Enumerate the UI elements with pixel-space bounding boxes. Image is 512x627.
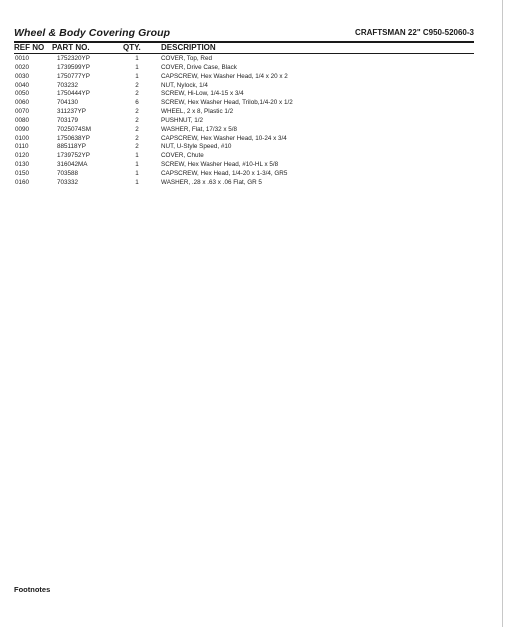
description-cell: WHEEL, 2 x 8, Plastic 1/2 — [161, 108, 234, 116]
ref-no-cell: 0080 — [15, 116, 30, 124]
part-no-cell: 7025074SM — [57, 125, 91, 133]
description-cell: COVER, Chute — [161, 152, 204, 160]
group-title: Wheel & Body Covering Group — [14, 27, 171, 39]
part-no-cell: 1750777YP — [57, 72, 90, 80]
column-header-description: DESCRIPTION — [161, 43, 216, 52]
column-header-rule — [14, 53, 474, 54]
footnotes-heading: Footnotes — [14, 585, 51, 594]
ref-no-cell: 0030 — [15, 72, 30, 80]
column-header-ref-no: REF NO — [14, 43, 45, 52]
qty-cell: 2 — [135, 116, 139, 124]
ref-no-cell: 0020 — [15, 63, 30, 71]
table-row — [0, 135, 502, 144]
part-no-cell: 704130 — [57, 99, 79, 107]
qty-cell: 2 — [135, 143, 139, 151]
parts-table — [0, 55, 502, 188]
description-cell: NUT, Nylock, 1/4 — [161, 81, 208, 89]
part-no-cell: 1750638YP — [57, 134, 90, 142]
description-cell: COVER, Drive Case, Black — [161, 63, 237, 71]
model-number: CRAFTSMAN 22" C950-52060-3 — [355, 28, 474, 37]
qty-cell: 1 — [135, 178, 139, 186]
table-row — [0, 126, 502, 135]
table-row — [0, 90, 502, 99]
part-no-cell: 703332 — [57, 178, 79, 186]
page-edge-divider — [502, 0, 503, 627]
qty-cell: 2 — [135, 125, 139, 133]
qty-cell: 1 — [135, 55, 139, 62]
table-row — [0, 117, 502, 126]
description-cell: CAPSCREW, Hex Washer Head, 10-24 x 3/4 — [161, 134, 287, 142]
description-cell: WASHER, .28 x .63 x .06 Flat, GR 5 — [161, 178, 262, 186]
ref-no-cell: 0150 — [15, 169, 30, 177]
ref-no-cell: 0010 — [15, 55, 30, 62]
qty-cell: 2 — [135, 81, 139, 89]
qty-cell: 2 — [135, 134, 139, 142]
table-row — [0, 99, 502, 108]
part-no-cell: 1752320YP — [57, 55, 90, 62]
ref-no-cell: 0050 — [15, 90, 30, 98]
column-header-qty: QTY. — [123, 43, 141, 52]
part-no-cell: 1739599YP — [57, 63, 90, 71]
qty-cell: 1 — [135, 161, 139, 169]
qty-cell: 1 — [135, 72, 139, 80]
description-cell: SCREW, Hex Washer Head, Trilob,1/4-20 x 1/2 — [161, 99, 293, 107]
table-row — [0, 152, 502, 161]
part-no-cell: 703179 — [57, 116, 79, 124]
ref-no-cell: 0130 — [15, 161, 30, 169]
table-row — [0, 64, 502, 73]
table-row — [0, 170, 502, 179]
qty-cell: 6 — [135, 99, 139, 107]
qty-cell: 2 — [135, 108, 139, 116]
part-no-cell: 1739752YP — [57, 152, 90, 160]
ref-no-cell: 0040 — [15, 81, 30, 89]
ref-no-cell: 0090 — [15, 125, 30, 133]
ref-no-cell: 0160 — [15, 178, 30, 186]
description-cell: CAPSCREW, Hex Washer Head, 1/4 x 20 x 2 — [161, 72, 288, 80]
part-no-cell: 311237YP — [57, 108, 86, 116]
table-row — [0, 73, 502, 82]
part-no-cell: 316042MA — [57, 161, 88, 169]
description-cell: PUSHNUT, 1/2 — [161, 116, 203, 124]
table-row — [0, 161, 502, 170]
table-row — [0, 179, 502, 188]
description-cell: CAPSCREW, Hex Head, 1/4-20 x 1-3/4, GR5 — [161, 169, 288, 177]
description-cell: SCREW, Hi-Low, 1/4-15 x 3/4 — [161, 90, 244, 98]
qty-cell: 2 — [135, 90, 139, 98]
ref-no-cell: 0070 — [15, 108, 30, 116]
part-no-cell: 703588 — [57, 169, 79, 177]
description-cell: COVER, Top, Red — [161, 55, 212, 62]
description-cell: WASHER, Flat, 17/32 x 5/8 — [161, 125, 238, 133]
page-header — [14, 27, 474, 41]
qty-cell: 1 — [135, 63, 139, 71]
qty-cell: 1 — [135, 169, 139, 177]
description-cell: SCREW, Hex Washer Head, #10-HL x 5/8 — [161, 161, 279, 169]
ref-no-cell: 0110 — [15, 143, 29, 151]
qty-cell: 1 — [135, 152, 139, 160]
table-row — [0, 108, 502, 117]
table-row — [0, 55, 502, 64]
column-header-part-no: PART NO. — [52, 43, 90, 52]
part-no-cell: 1750444YP — [57, 90, 90, 98]
table-row — [0, 82, 502, 91]
ref-no-cell: 0060 — [15, 99, 30, 107]
description-cell: NUT, U-Style Speed, #10 — [161, 143, 232, 151]
ref-no-cell: 0100 — [15, 134, 30, 142]
ref-no-cell: 0120 — [15, 152, 30, 160]
table-row — [0, 143, 502, 152]
part-no-cell: 703232 — [57, 81, 79, 89]
part-no-cell: 885118YP — [57, 143, 86, 151]
